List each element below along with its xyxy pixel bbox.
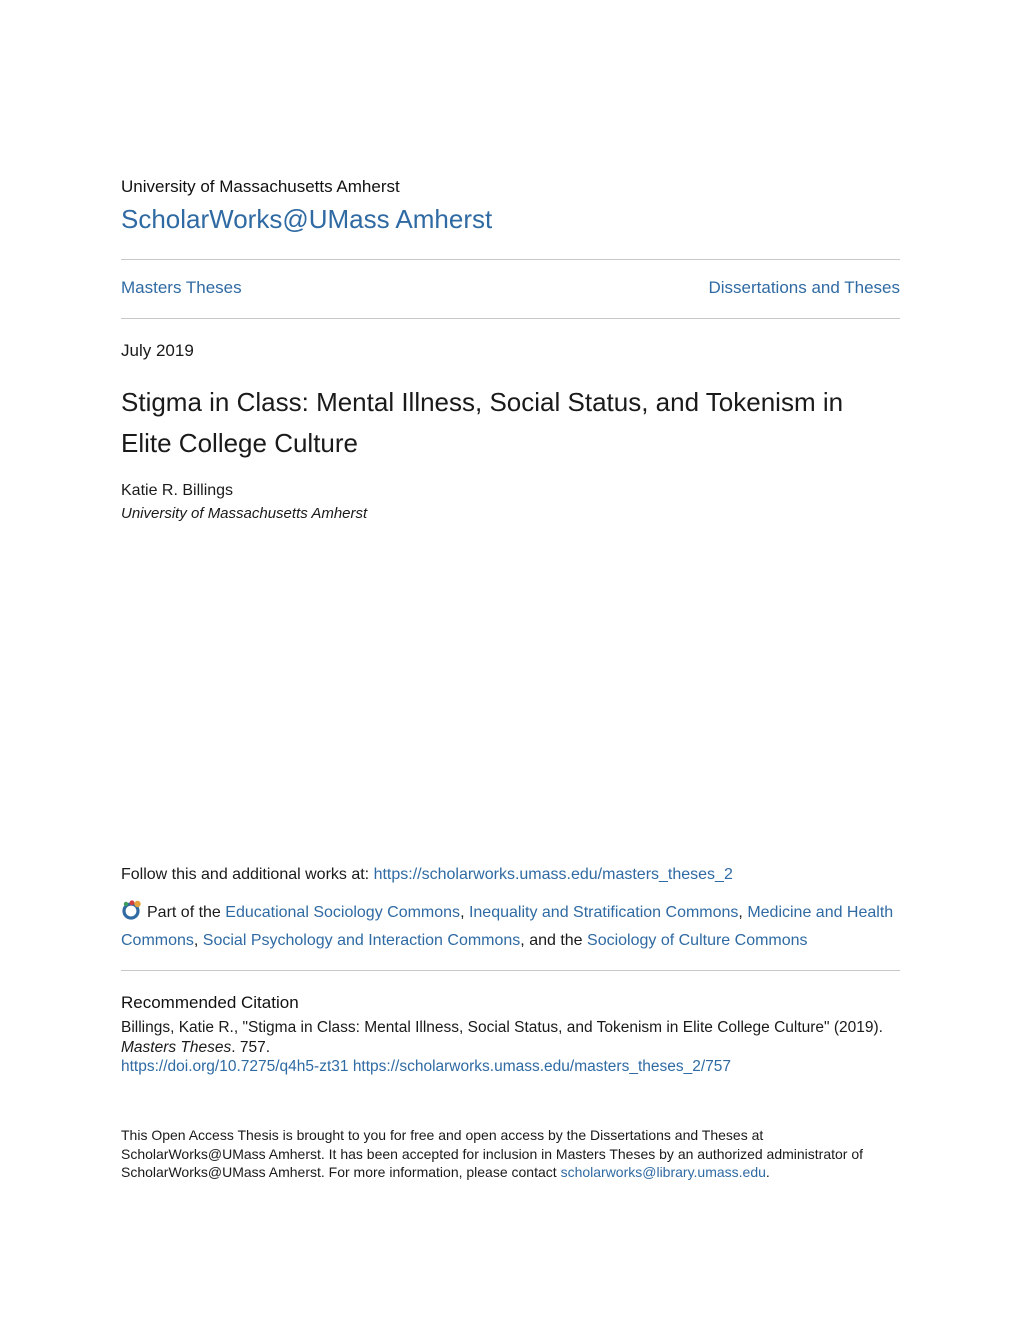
repository-link[interactable]: ScholarWorks@UMass Amherst — [121, 204, 493, 234]
citation-text: Billings, Katie R., "Stigma in Class: Mental Illness, Social Status, and Tokenism in Elite College Culture" (2019). — [121, 1019, 883, 1036]
institution-name: University of Massachusetts Amherst — [121, 177, 400, 196]
commons-and-the: , and the — [520, 931, 588, 949]
divider-citation — [121, 970, 900, 971]
author-name: Katie R. Billings — [121, 482, 234, 499]
citation-body — [121, 1018, 900, 1077]
divider-top — [121, 259, 900, 260]
access-notice — [121, 1126, 900, 1182]
access-notice-end: . — [765, 1164, 770, 1180]
follow-line — [121, 866, 733, 884]
commons-link[interactable]: Social Psychology and Interaction Commons — [202, 931, 521, 949]
publication-date: July 2019 — [121, 341, 194, 360]
network-commons-icon — [121, 900, 143, 920]
follow-url-link[interactable]: https://scholarworks.umass.edu/masters_theses_2 — [373, 866, 733, 883]
access-notice-text: This Open Access Thesis is brought to you for free and open access by the Dissertations and Theses at ScholarWorks@UMass Amherst. It has been accepted for inclusion in Masters Theses by an authorized administrator of ScholarWorks@UMass Amherst. For more information, please contact — [121, 1127, 864, 1180]
commons-separator: , — [193, 931, 203, 949]
series-link[interactable]: Masters Theses — [121, 278, 242, 297]
citation-url-link[interactable]: https://scholarworks.umass.edu/masters_theses_2/757 — [352, 1058, 732, 1075]
commons-link[interactable]: Educational Sociology Commons — [225, 904, 461, 921]
commons-link[interactable]: Sociology of Culture Commons — [587, 931, 808, 949]
collection-link[interactable]: Dissertations and Theses — [708, 278, 900, 297]
commons-link[interactable]: Medicine and Health Commons — [121, 904, 894, 949]
citation-journal: Masters Theses — [121, 1038, 232, 1056]
citation-number: . 757. — [231, 1038, 271, 1056]
commons-separator: , — [738, 904, 748, 921]
contact-email-link[interactable]: scholarworks@library.umass.edu — [560, 1164, 766, 1180]
commons-separator: , — [460, 904, 469, 921]
doi-link[interactable]: https://doi.org/10.7275/q4h5-zt31 — [121, 1058, 349, 1075]
author-affiliation: University of Massachusetts Amherst — [121, 505, 368, 522]
follow-label: Follow this and additional works at: — [121, 866, 374, 883]
part-of-commons — [121, 899, 900, 954]
thesis-title: Stigma in Class: Mental Illness, Social Status, and Tokenism in Elite College Culture — [121, 387, 844, 458]
part-of-label: Part of the — [147, 904, 226, 921]
commons-link[interactable]: Inequality and Stratification Commons — [468, 904, 739, 921]
citation-heading: Recommended Citation — [121, 993, 299, 1012]
divider-nav — [121, 318, 900, 319]
